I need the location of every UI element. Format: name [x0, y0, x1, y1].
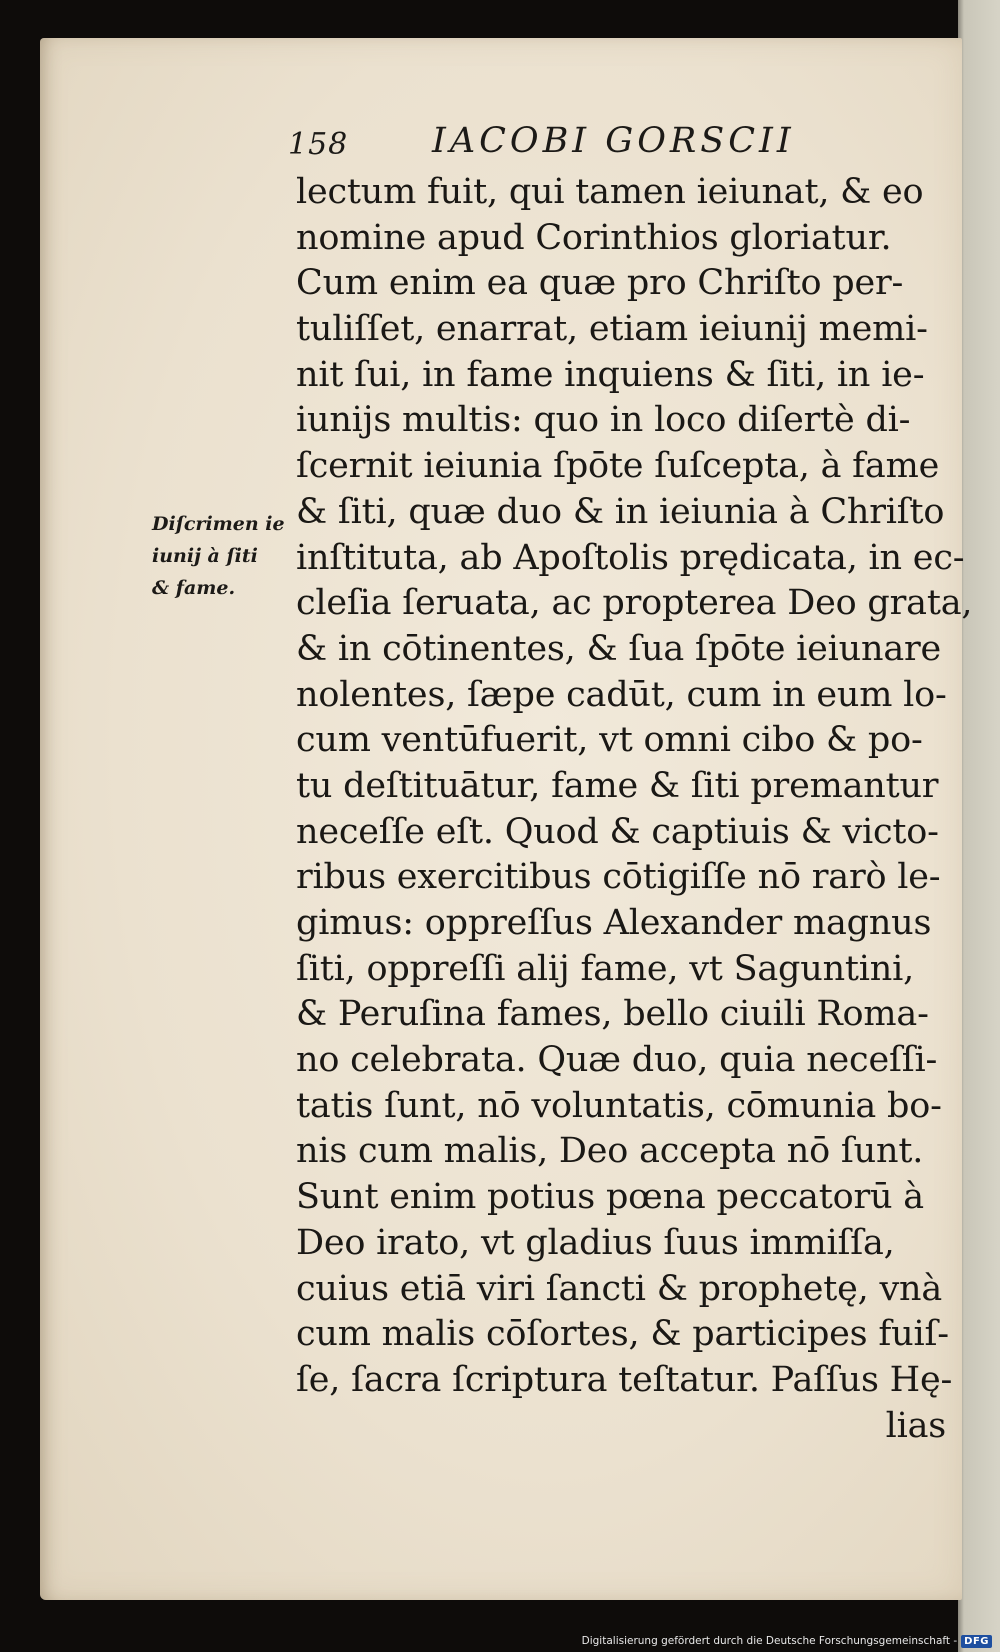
text-line: Cum enim ea quæ pro Chriſto per- — [296, 263, 904, 304]
text-line: & ſiti, quæ duo & in ieiunia à Chriſto — [296, 491, 945, 532]
body-text — [296, 170, 976, 1449]
text-line: gimus: oppreſſus Alexander magnus — [296, 903, 932, 943]
text-line: cleſia ſeruata, ac propterea Deo grata, — [296, 583, 973, 624]
text-line: nolentes, ſæpe cadūt, cum in eum lo- — [296, 674, 947, 715]
text-line: ſiti, oppreſſi alij fame, vt Saguntini, — [296, 948, 915, 989]
marginal-note-line: iunij à ſiti — [152, 545, 258, 567]
page-number: 158 — [288, 127, 349, 162]
text-line: no celebrata. Quæ duo, quia neceſſi- — [296, 1040, 938, 1081]
text-line: neceſſe eſt. Quod & captiuis & victo- — [296, 811, 939, 852]
text-line: & Peruſina fames, bello ciuili Roma- — [296, 994, 929, 1035]
text-line: tu deſtituātur, fame & ſiti premantur — [296, 765, 939, 806]
text-line: iunijs multis: quo in loco diſertè di- — [296, 400, 911, 441]
text-line: nis cum malis, Deo accepta nō ſunt. — [296, 1131, 924, 1172]
catchword: lias — [885, 1405, 946, 1446]
text-line: tuliſſet, enarrat, etiam ieiunij memi- — [296, 309, 928, 350]
marginal-note-line: & fame. — [152, 577, 236, 599]
text-line: cum ventūfuerit, vt omni cibo & po- — [296, 720, 923, 761]
text-line: nit ſui, in fame inquiens & ſiti, in ie- — [296, 354, 925, 395]
text-line: Sunt enim potius pœna peccatorū à — [296, 1177, 924, 1218]
text-line: Deo irato, vt gladius ſuus immiſſa, — [296, 1222, 895, 1263]
text-line: ribus exercitibus cōtigiſſe nō rarò le- — [296, 857, 941, 898]
marginal-note — [152, 508, 302, 604]
text-line: cum malis cōſortes, & participes fuiſ- — [296, 1314, 949, 1355]
text-line: nomine apud Corinthios gloriatur. — [296, 217, 892, 258]
text-line: lectum fuit, qui tamen ieiunat, & eo — [296, 172, 924, 212]
text-line: inſtituta, ab Apoſtolis prędicata, in ec- — [296, 537, 965, 578]
digitization-footer — [582, 1632, 992, 1650]
text-line: ſcernit ieiunia ſpōte ſuſcepta, à fame — [296, 446, 940, 487]
funding-credit: Digitalisierung gefördert durch die Deutsche Forschungsgemeinschaft - — [581, 1635, 958, 1647]
text-line: cuius etiā viri ſancti & prophetę, vnà — [296, 1268, 943, 1309]
text-line: tatis ſunt, nō voluntatis, cōmunia bo- — [296, 1085, 942, 1126]
marginal-note-line: Diſcrimen ie — [152, 513, 285, 535]
dfg-logo: DFG — [961, 1635, 992, 1648]
text-line: & in cōtinentes, & ſua ſpōte ieiunare — [296, 628, 942, 669]
running-title: IACOBI GORSCII — [432, 121, 795, 161]
text-line: ſe, ſacra ſcriptura teſtatur. Paſſus Hę- — [296, 1359, 953, 1400]
running-head — [288, 121, 888, 167]
